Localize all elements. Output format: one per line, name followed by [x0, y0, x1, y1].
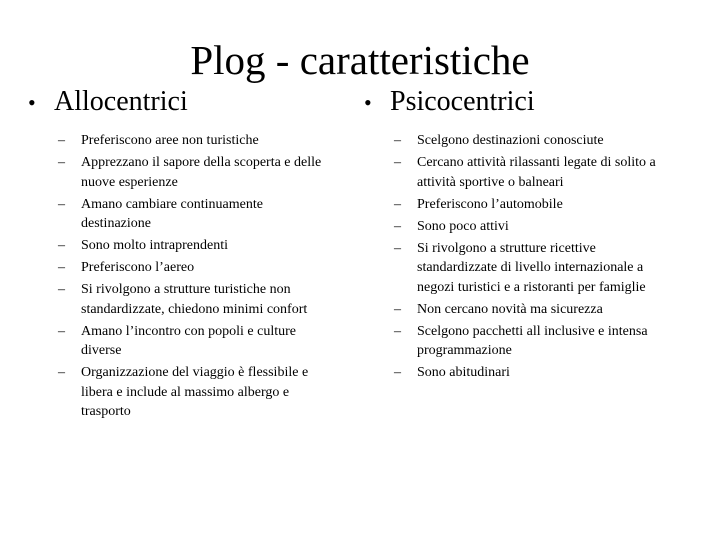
slide-title: Plog - caratteristiche [190, 37, 530, 83]
psicocentrici-list [364, 131, 664, 383]
list-item [28, 258, 328, 278]
dash-icon: – [394, 196, 401, 212]
list-item [364, 239, 664, 298]
dash-icon: – [58, 133, 65, 148]
list-item-text: Sono poco attivi [417, 218, 509, 234]
dash-icon: – [394, 301, 401, 317]
list-item-text: Scelgono pacchetti all inclusive e intensa programmazione [417, 323, 648, 358]
allocentrici-column [28, 84, 328, 424]
psicocentrici-heading-text: Psicocentrici [390, 86, 535, 117]
dash-icon: – [58, 260, 65, 275]
list-item-text: Organizzazione del viaggio è flessibile e libera e include al massimo albergo e trasporto [81, 365, 309, 419]
dash-icon: – [58, 323, 65, 339]
dash-icon: – [58, 155, 65, 170]
allocentrici-list [28, 131, 328, 422]
dash-icon: – [58, 238, 65, 253]
list-item [364, 300, 664, 320]
list-item-text: Preferiscono aree non turistiche [81, 133, 259, 148]
list-item [28, 195, 328, 234]
list-item [28, 363, 328, 422]
list-item-text: Si rivolgono a strutture turistiche non standardizzate, chiedono minimi confort [81, 282, 308, 317]
psicocentrici-heading [364, 84, 664, 121]
dash-icon: – [58, 365, 65, 380]
list-item-text: Amano cambiare continuamente destinazione [81, 196, 263, 231]
dash-icon: – [58, 282, 65, 297]
list-item-text: Amano l’incontro con popoli e culture diverse [81, 323, 296, 358]
list-item-text: Apprezzano il sapore della scoperta e delle nuove esperienze [81, 155, 322, 190]
dash-icon: – [394, 155, 401, 170]
list-item-text: Sono abitudinari [417, 365, 510, 380]
list-item-text: Si rivolgono a strutture ricettive standardizzate di livello internazionale a negozi turistici e a ristoranti per famiglie [417, 240, 646, 295]
list-item-text: Preferiscono l’aereo [81, 260, 195, 275]
list-item-text: Scelgono destinazioni conosciute [417, 133, 604, 148]
list-item [28, 236, 328, 256]
list-item-text: Preferiscono l’automobile [417, 196, 563, 212]
dash-icon: – [394, 218, 401, 234]
list-item [364, 131, 664, 151]
psicocentrici-column [364, 84, 664, 385]
dash-icon: – [394, 365, 401, 380]
dash-icon: – [394, 323, 401, 339]
dash-icon: – [58, 196, 65, 212]
allocentrici-heading-text: Allocentrici [54, 86, 188, 117]
list-item-text: Non cercano novità ma sicurezza [417, 301, 603, 317]
list-item [364, 322, 664, 361]
dash-icon: – [394, 240, 401, 256]
list-item-text: Cercano attività rilassanti legate di solito a attività sportive o balneari [417, 155, 656, 190]
bullet-icon: • [28, 90, 36, 115]
list-item-text: Sono molto intraprendenti [81, 238, 228, 253]
list-item [28, 153, 328, 192]
list-item [364, 217, 664, 237]
bullet-icon: • [364, 90, 372, 115]
list-item [364, 195, 664, 215]
list-item [364, 363, 664, 383]
list-item [28, 131, 328, 151]
list-item [28, 322, 328, 361]
list-item [364, 153, 664, 192]
dash-icon: – [394, 133, 401, 148]
list-item [28, 280, 328, 319]
allocentrici-heading [28, 84, 328, 121]
